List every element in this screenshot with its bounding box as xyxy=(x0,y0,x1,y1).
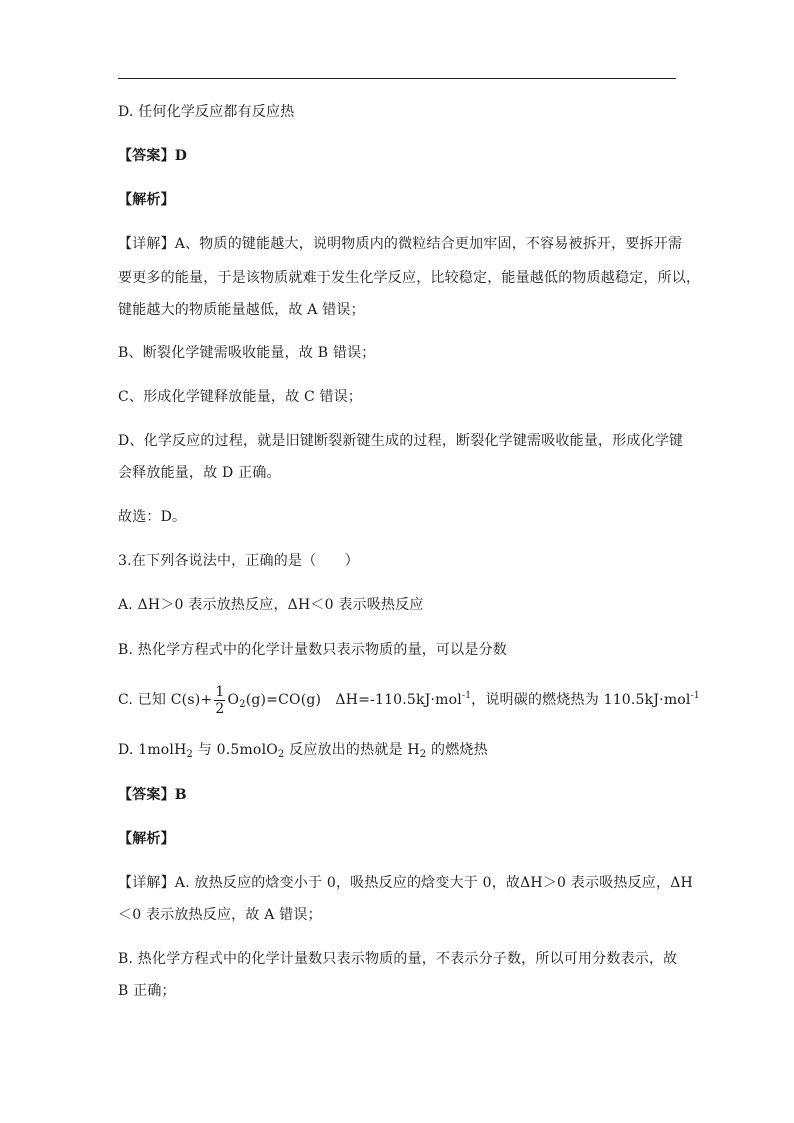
answer-label: 【答案】B xyxy=(118,787,187,803)
detail-paragraph-line: C、形成化学键释放能量，故 C 错误； xyxy=(118,389,363,405)
analysis-label: 【解析】 xyxy=(118,192,175,208)
detail-paragraph-line: 【详解】A. 放热反应的焓变小于 0，吸热反应的焓变大于 0，故ΔH＞0 表示吸热反应，ΔH xyxy=(118,875,693,891)
question-3-option-b: B. 热化学方程式中的化学计量数只表示物质的量，可以是分数 xyxy=(118,642,507,658)
question-3-option-d: D. 1molH$_2$ 与 0.5molO$_2$ 反应放出的热就是 $H_2$ 的燃烧热 xyxy=(118,742,488,760)
detail-paragraph-line: 会释放能量，故 D 正确。 xyxy=(118,465,281,481)
detail-paragraph-line: D、化学反应的过程，就是旧键断裂新键生成的过程，断裂化学键需吸收能量，形成化学键 xyxy=(118,433,684,449)
detail-paragraph-line: 键能越大的物质能量越低，故 A 错误； xyxy=(118,302,365,318)
question-3-option-c: C. 已知 C(s)+ $\frac{1}{2}$ $O_2(g)=CO(g)$ ΔH=-110.5kJ·mol$^{-1}$，说明碳的燃烧热为 110.5kJ·mol$^{-1}$ xyxy=(118,683,700,717)
option-d-text: D. 任何化学反应都有反应热 xyxy=(118,104,295,120)
detail-paragraph-line: B. 热化学方程式中的化学计量数只表示物质的量，不表示分子数，所以可用分数表示，故 xyxy=(118,951,678,967)
final-choice: 故选：D。 xyxy=(118,509,187,525)
question-3-stem: 3.在下列各说法中，正确的是（ ） xyxy=(118,553,359,569)
fraction-one-half: $\frac{1}{2}$ xyxy=(215,683,225,717)
answer-label: 【答案】D xyxy=(118,148,188,164)
header-rule xyxy=(118,78,676,79)
analysis-label: 【解析】 xyxy=(118,831,175,847)
question-3-option-a: A. ΔH＞0 表示放热反应，ΔH＜0 表示吸热反应 xyxy=(118,597,424,613)
detail-paragraph-line: B、断裂化学键需吸收能量，故 B 错误； xyxy=(118,345,376,361)
detail-paragraph-line: ＜0 表示放热反应，故 A 错误； xyxy=(118,907,322,923)
detail-paragraph-line: B 正确； xyxy=(118,983,176,999)
detail-paragraph-line: 要更多的能量，于是该物质就难于发生化学反应，比较稳定，能量越低的物质越稳定，所以， xyxy=(118,270,701,286)
detail-paragraph-line: 【详解】A、物质的键能越大，说明物质内的微粒结合更加牢固，不容易被拆开，要拆开需 xyxy=(118,236,683,252)
